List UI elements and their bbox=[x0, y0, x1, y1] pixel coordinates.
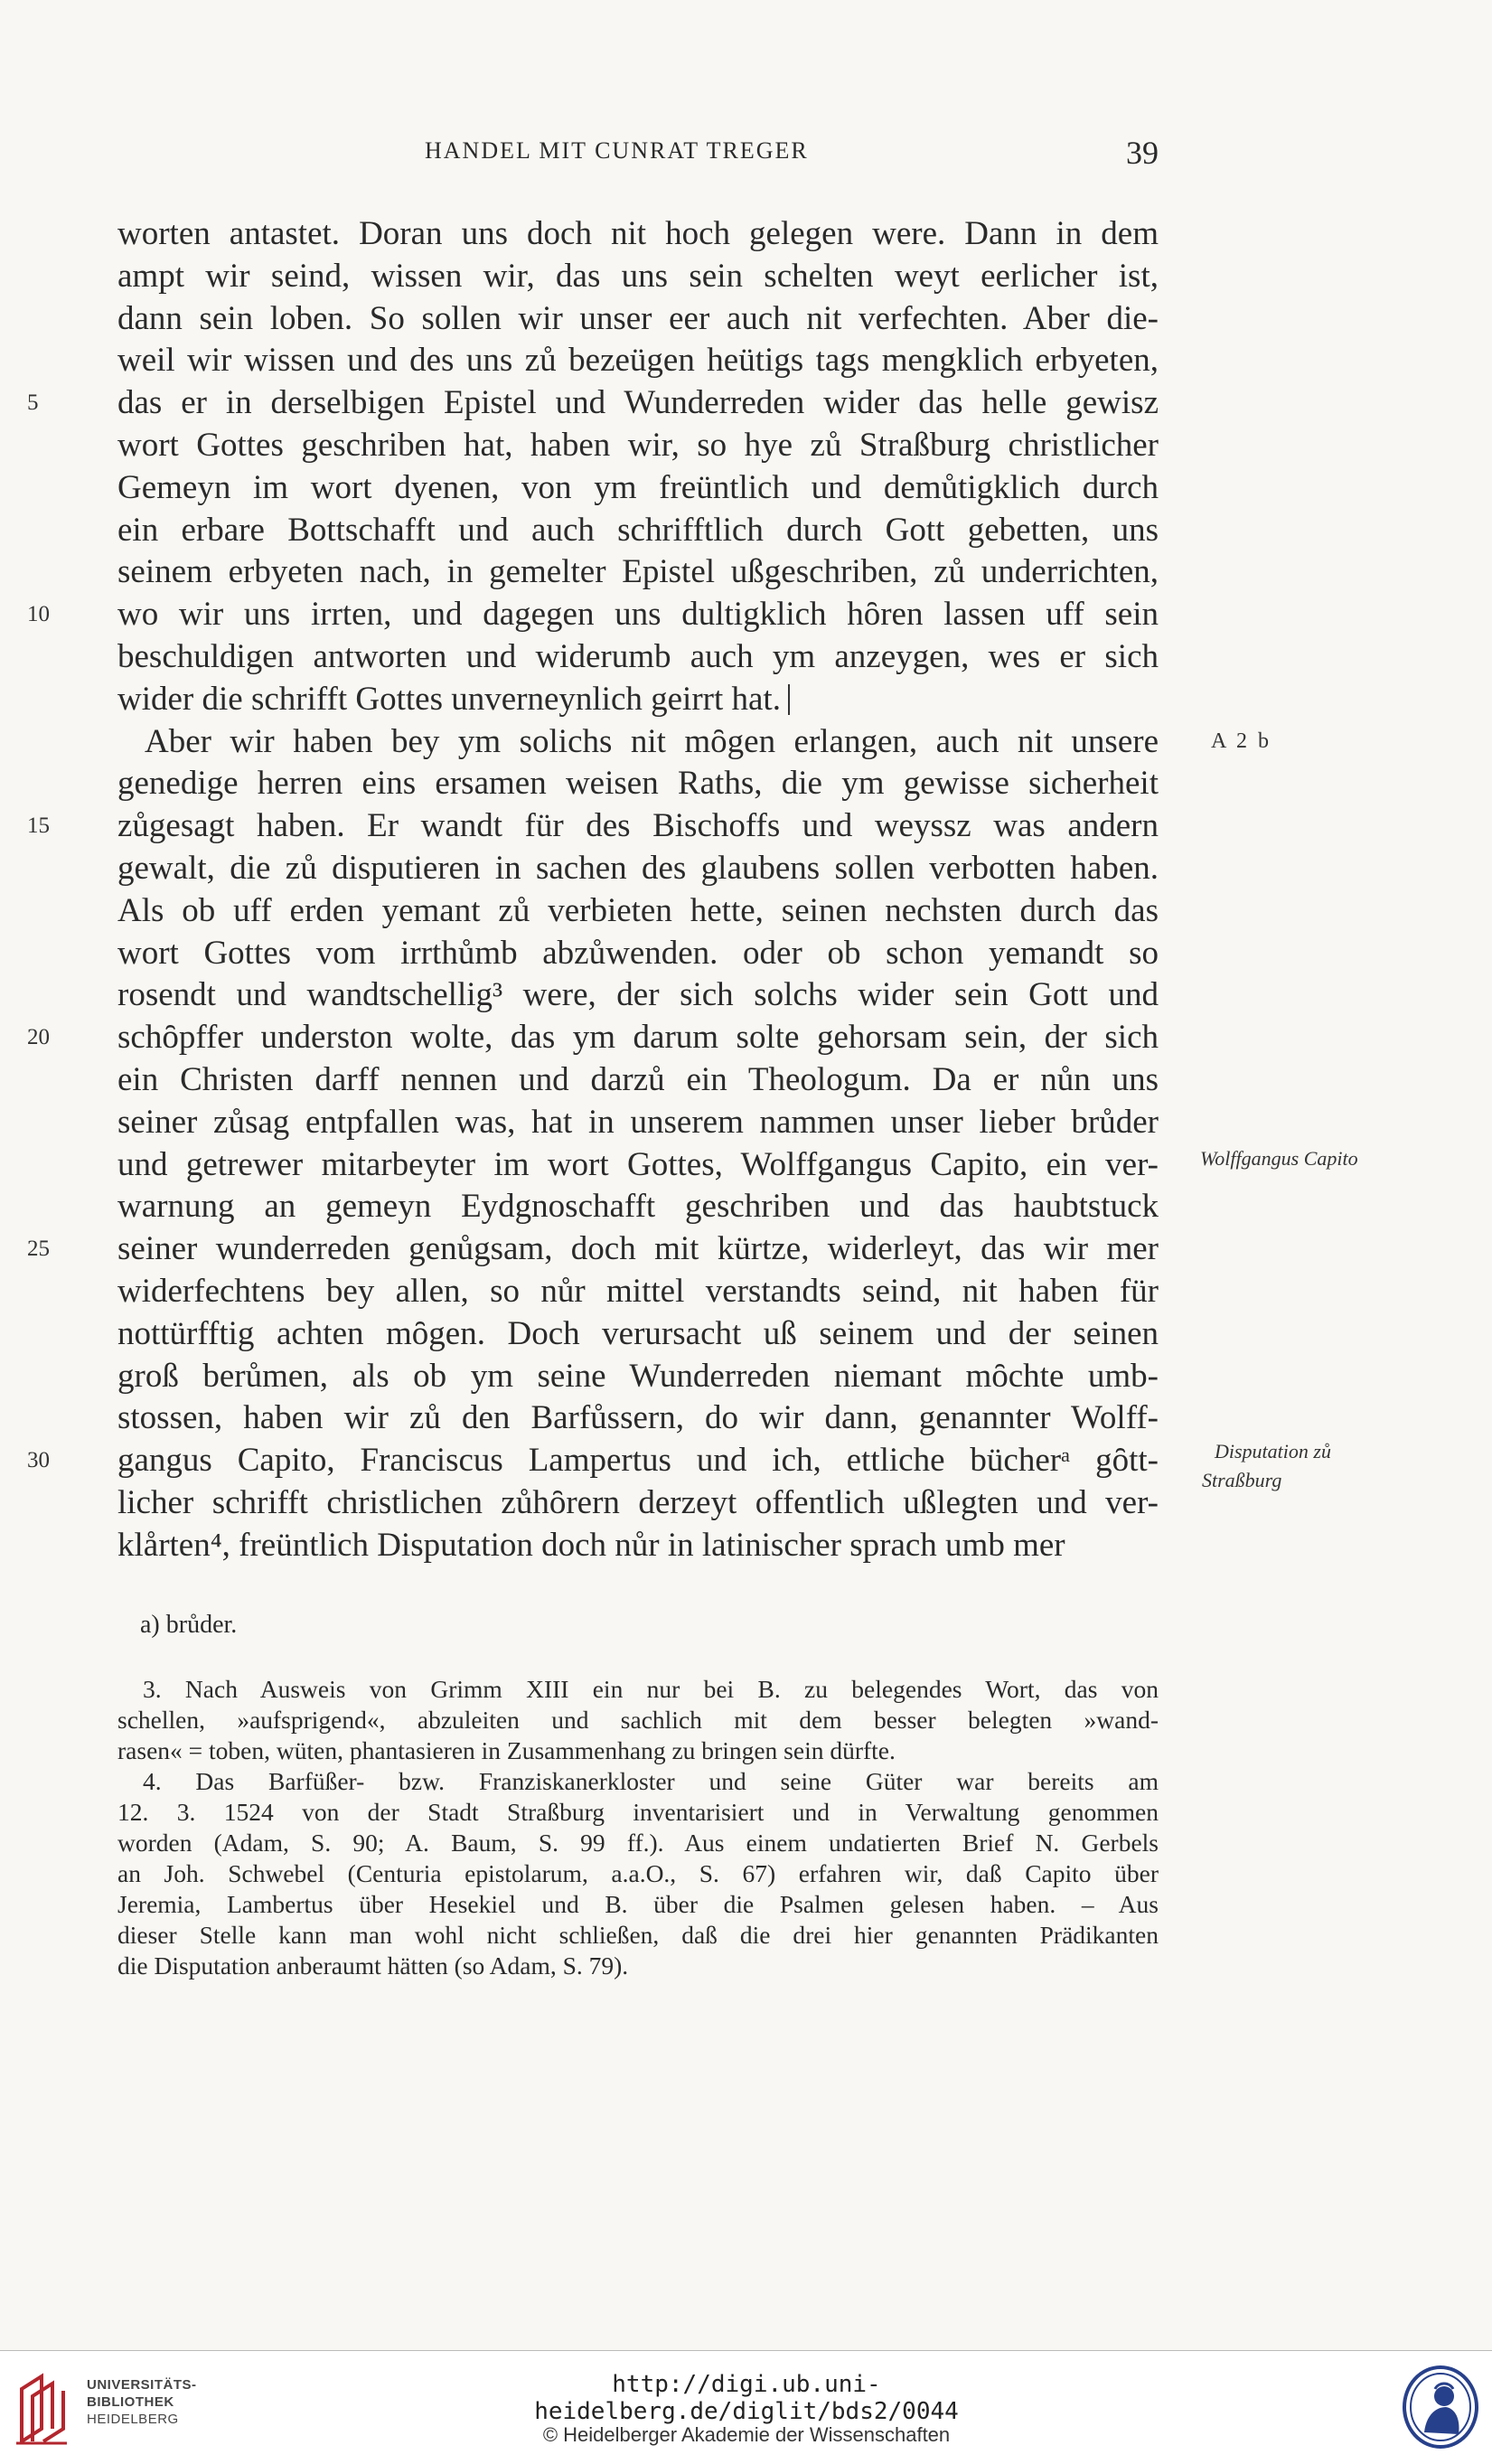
text-line: warnung an gemeyn Eydgnoschafft geschriben und das haubtstuck bbox=[117, 1188, 1159, 1226]
text-line: 20 schȏpffer underston wolte, das ym darum solte gehorsam sein, der sich bbox=[117, 1017, 1159, 1059]
text-line: wort Gottes geschriben hat, haben wir, so hye zů Straßburg christlicher bbox=[117, 426, 1159, 464]
text-line: stossen, haben wir zů den Barfůssern, do wir dann, genannter Wolff- bbox=[117, 1399, 1159, 1437]
text-line: groß berůmen, als ob ym seine Wunderreden niemant mȏchte umb- bbox=[117, 1357, 1159, 1395]
margin-note-folio: A 2 b bbox=[1211, 729, 1272, 753]
text-line: widerfechtens bey allen, so nůr mittel verstandts seind, nit haben für bbox=[117, 1272, 1159, 1310]
text-line: worten antastet. Doran uns doch nit hoch gelegen were. Dann in dem bbox=[117, 215, 1159, 252]
running-head-title: HANDEL MIT CUNRAT TREGER bbox=[425, 137, 809, 164]
text-line: wider die schrifft Gottes unverneynlich geirrt hat. bbox=[117, 679, 1159, 721]
footnote-line: worden (Adam, S. 90; A. Baum, S. 99 ff.). Aus einem undatierten Brief N. Gerbels bbox=[117, 1829, 1159, 1857]
text-line: 15 zůgesagt haben. Er wandt für des Bischoffs und weyssz was andern bbox=[117, 805, 1159, 848]
footnote-line: Jeremia, Lambertus über Hesekiel und B. über die Psalmen gelesen haben. – Aus bbox=[117, 1890, 1159, 1918]
library-name: UNIVERSITÄTS- BIBLIOTHEK HEIDELBERG bbox=[87, 2377, 197, 2427]
margin-note-disputation: Disputation zů bbox=[1215, 1440, 1331, 1462]
footnote-line: an Joh. Schwebel (Centuria epistolarum, a.a.O., S. 67) erfahren wir, daß Capito über bbox=[117, 1859, 1159, 1887]
text-line: seiner zůsag entpfallen was, hat in unserem nammen unser lieber brůder bbox=[117, 1103, 1159, 1141]
library-logo-icon bbox=[14, 2371, 80, 2445]
text-line: klårten⁴, freüntlich Disputation doch nůr in latinischer sprach umb mer bbox=[117, 1526, 1065, 1564]
line-number: 15 bbox=[27, 813, 50, 839]
footnote-line: 12. 3. 1524 von der Stadt Straßburg inventarisiert und in Verwaltung genommen bbox=[117, 1798, 1159, 1826]
text-line: seinem erbyeten nach, in gemelter Epistel ußgeschriben, zů underrichten, bbox=[117, 553, 1159, 591]
text-line: weil wir wissen und des uns zů bezeügen heütigs tags mengklich erbyeten, bbox=[117, 342, 1159, 380]
variant-note: a) brůder. bbox=[140, 1611, 238, 1639]
text-line: wort Gottes vom irrthůmb abzůwenden. oder ob schon yemandt so bbox=[117, 934, 1159, 972]
permalink-url[interactable]: http://digi.ub.uni-heidelberg.de/diglit/bds2/0044 bbox=[534, 2371, 959, 2425]
text-line: dann sein loben. So sollen wir unser eer auch nit verfechten. Aber die- bbox=[117, 299, 1159, 337]
text-line: rosendt und wandtschellig³ were, der sich solchs wider sein Gott und bbox=[117, 976, 1159, 1014]
line-number: 30 bbox=[27, 1448, 50, 1473]
footnote-line: rasen« = toben, wüten, phantasieren in Zusammenhang zu bringen sein dürfte. bbox=[117, 1736, 896, 1764]
margin-note-capito: Wolffgangus Capito bbox=[1200, 1147, 1358, 1170]
text-line: Aber wir haben bey ym solichs nit mȏgen erlangen, auch nit unsere bbox=[145, 722, 1159, 760]
copyright-notice: © Heidelberger Akademie der Wissenschaften bbox=[542, 2423, 951, 2446]
text-line: gewalt, die zů disputieren in sachen des glaubens sollen verbotten haben. bbox=[117, 849, 1159, 887]
text-line: 30 gangus Capito, Franciscus Lampertus und ich, ettliche bücherᵃ gȏtt- bbox=[117, 1440, 1159, 1482]
text-line: 10 wo wir uns irrten, und dagegen uns dultigklich hȏren lassen uff sein bbox=[117, 594, 1159, 636]
line-number: 10 bbox=[27, 602, 50, 627]
text-line: ein Christen darff nennen und darzů ein Theologum. Da er nůn uns bbox=[117, 1060, 1159, 1098]
margin-note-disputation-city: Straßburg bbox=[1202, 1469, 1282, 1491]
main-text bbox=[27, 213, 1159, 1567]
text-line: Gemeyn im wort dyenen, von ym freüntlich und demůtigklich durch bbox=[117, 468, 1159, 506]
text-line: ampt wir seind, wissen wir, das uns sein schelten weyt eerlicher ist, bbox=[117, 257, 1159, 295]
text-line: 25 seiner wunderreden genůgsam, doch mit kürtze, widerleyt, das wir mer bbox=[117, 1228, 1159, 1271]
text-line: 5 das er in derselbigen Epistel und Wunderreden wider das helle gewisz bbox=[117, 382, 1159, 425]
text-line: Als ob uff erden yemant zů verbieten hette, seinen nechsten durch das bbox=[117, 891, 1159, 929]
text-line: und getrewer mitarbeyter im wort Gottes, Wolffgangus Capito, ein ver- bbox=[117, 1145, 1159, 1183]
text-line: beschuldigen antworten und widerumb auch ym anzeygen, wes er sich bbox=[117, 637, 1159, 675]
text-line: ein erbare Bottschafft und auch schrifftlich durch Gott gebetten, uns bbox=[117, 511, 1159, 549]
footnote-line: 4. Das Barfüßer- bzw. Franziskanerkloster und seine Güter war bereits am bbox=[143, 1767, 1159, 1795]
footnote-line: dieser Stelle kann man wohl nicht schließen, daß die drei hier genannten Prädikanten bbox=[117, 1921, 1159, 1949]
column-break-mark bbox=[788, 684, 790, 715]
academy-seal-icon bbox=[1399, 2362, 1482, 2452]
footnote-line: die Disputation anberaumt hätten (so Adam, S. 79). bbox=[117, 1951, 629, 1980]
viewer-footer bbox=[0, 2350, 1492, 2464]
page-number: 39 bbox=[1126, 135, 1159, 171]
line-number: 5 bbox=[27, 390, 39, 416]
footnotes bbox=[117, 1674, 1159, 1981]
line-number: 20 bbox=[27, 1025, 50, 1050]
line-number: 25 bbox=[27, 1237, 50, 1262]
footnote-line: schellen, »aufsprigend«, abzuleiten und sachlich mit dem besser belegten »wand- bbox=[117, 1706, 1159, 1734]
text-line: genedige herren eins ersamen weisen Raths, die ym gewisse sicherheit bbox=[117, 765, 1159, 803]
text-line: nottürfftig achten mȏgen. Doch verursacht uß seinem und der seinen bbox=[117, 1314, 1159, 1352]
footnote-line: 3. Nach Ausweis von Grimm XIII ein nur bei B. zu belegendes Wort, das von bbox=[143, 1675, 1159, 1703]
text-line: licher schrifft christlichen zůhȏrern derzeyt offentlich ußlegten und ver- bbox=[117, 1483, 1159, 1521]
